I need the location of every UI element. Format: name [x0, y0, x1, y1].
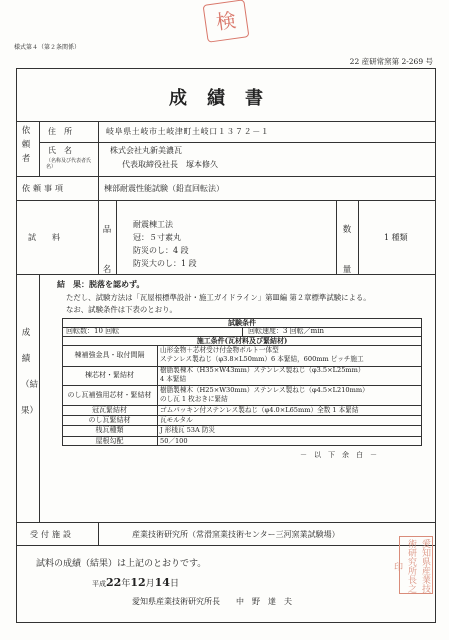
form-number: 様式第４（第２条関係） [14, 44, 81, 51]
row-label: 桟瓦種類 [95, 426, 124, 434]
request-value: 棟部耐震性能試験（鉛直回転法） [104, 184, 224, 193]
divider [16, 545, 436, 546]
conditions-title: 試験条件 [228, 318, 256, 327]
date-month-unit: 月 [145, 579, 155, 589]
address-label: 住 所 [48, 127, 72, 136]
divider [39, 274, 40, 522]
page-title: 成績書 [169, 88, 283, 109]
row-label: 棟補強金具・取付間隔 [74, 351, 145, 359]
row-value: 瓦モルタル [160, 416, 193, 424]
sample-line: 防災のし：4 段 [133, 246, 189, 255]
facility-value: 産業技術研究所（常滑窯業技術センター三河窯業試験場） [132, 530, 340, 539]
row-value: ステンレス製ねじ（φ3.8×L50mm）6 本緊結，600mm ピッチ施工 [160, 355, 364, 363]
divider [16, 200, 436, 201]
approval-stamp: 検 [203, 0, 250, 43]
row-label: 屋根勾配 [95, 437, 124, 445]
divider [157, 345, 158, 446]
row-label: のし瓦緊結材 [88, 416, 131, 424]
official-seal: 愛知県産業技術研究所長之印 [399, 536, 433, 594]
divider [336, 200, 337, 274]
issue-date [92, 576, 179, 589]
client-label: 依頼者 [21, 126, 31, 164]
row-label: 棟芯材・緊結材 [85, 371, 134, 379]
end-note: － 以 下 余 白 － [300, 451, 377, 459]
row-value: 4 本緊結 [160, 375, 187, 383]
sample-line: 防災大のし：1 段 [133, 259, 197, 268]
product-name-label: 品名 [102, 225, 112, 275]
row-label: のし瓦補強用芯材・緊結材 [67, 391, 152, 399]
divider [98, 121, 99, 274]
row-value: 50／100 [160, 437, 188, 445]
issuer-name: 愛知県産業技術研究所長 中 野 達 夫 [132, 597, 292, 606]
client-representative: 代表取締役社長 塚本修久 [122, 160, 218, 169]
results-note: ただし、試験方法は「瓦屋根標準設計・施工ガイドライン」第Ⅲ編 第２章標準試験による。 [66, 293, 371, 302]
construction-title: 施工条件(瓦材料及び緊結材) [196, 336, 288, 345]
results-heading: 結 果：脱落を認めず。 [57, 279, 145, 289]
row-value: 樹脂製棟木（H25×W30mm）ステンレス製ねじ（φ4.5×L210mm） [160, 386, 369, 394]
sample-line: 冠：５寸素丸 [133, 233, 181, 242]
quantity-value: 1 種類 [384, 233, 408, 242]
row-value: 山形金物＋芯材受け付金物ボルト一体型 [160, 346, 279, 354]
divider [16, 176, 436, 177]
date-day-unit: 日 [169, 579, 179, 589]
sample-label: 試 料 [28, 233, 60, 242]
row-label: 冠瓦緊結材 [92, 406, 127, 414]
results-label: 成績（結果） [21, 328, 39, 416]
divider [98, 522, 99, 545]
client-address: 岐阜県土岐市土岐津町土岐口１３７２－１ [106, 127, 270, 136]
name-sublabel: （名称及び代表者氏名） [46, 158, 92, 170]
date-day: 14 [154, 576, 170, 589]
divider [39, 121, 40, 176]
document-number: 22 産研常窯第 2-269 号 [349, 57, 433, 66]
statement: 試料の成績（結果）は上記のとおりです。 [36, 559, 207, 569]
client-company: 株式会社丸新美濃瓦 [110, 146, 182, 155]
quantity-label: 数量 [342, 225, 352, 275]
date-year: 22 [106, 576, 122, 589]
row-value: のし瓦 1 枚おきに緊結 [160, 395, 228, 403]
sample-line: 耐震棟工法 [133, 220, 173, 229]
date-year-unit: 年 [121, 579, 131, 589]
row-value: J 形桟瓦 53A 防災 [160, 426, 216, 434]
rotations: 回転数：10 回転 [66, 327, 120, 335]
divider [16, 121, 436, 122]
divider [358, 200, 359, 274]
rotation-speed: 回転速度：3 回転／min [248, 327, 325, 335]
divider [116, 200, 117, 274]
date-era: 平成 [92, 580, 106, 588]
name-label: 氏 名 [48, 146, 72, 155]
facility-label: 受付施設 [30, 530, 74, 539]
results-note: なお、試験条件は下表のとおり。 [66, 305, 177, 314]
divider [242, 327, 243, 336]
date-month: 12 [130, 576, 146, 589]
divider [16, 522, 436, 523]
request-label: 依頼事項 [22, 184, 66, 193]
row-value: ゴムパッキン付ステンレス製ねじ（φ4.0×L65mm）全数 1 本緊結 [160, 406, 359, 414]
row-value: 樹脂製棟木（H35×W43mm）ステンレス製ねじ（φ3.5×L25mm） [160, 366, 365, 374]
divider [16, 274, 436, 275]
